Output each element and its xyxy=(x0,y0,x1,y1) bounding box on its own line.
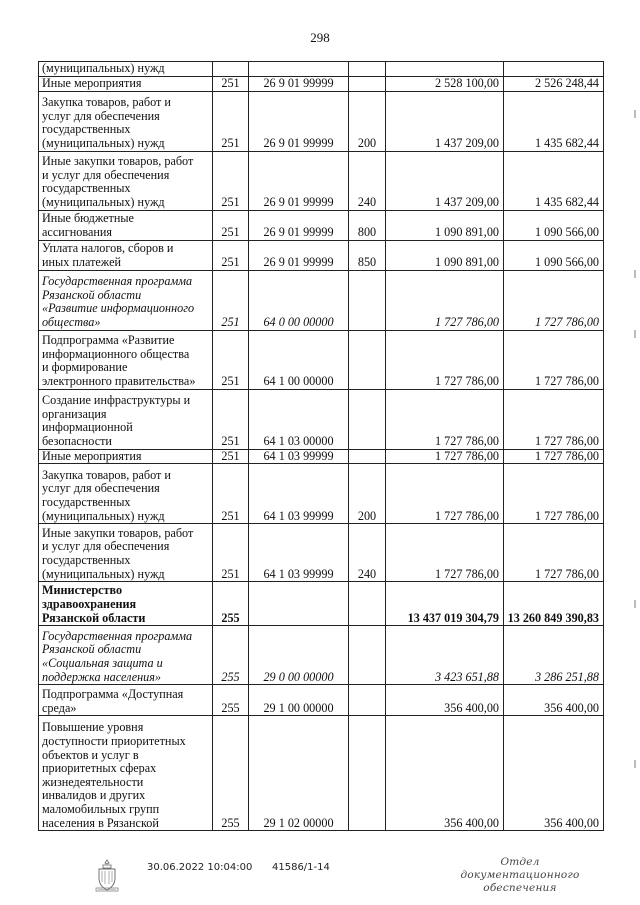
scan-edge-mark xyxy=(634,110,636,118)
table-row xyxy=(39,449,604,464)
table-row xyxy=(39,91,604,151)
cell-amount-planned: 13 437 019 304,79 xyxy=(386,582,504,626)
cell-target-article: 26 9 01 99999 xyxy=(249,210,349,240)
cell-amount-planned: 1 727 786,00 xyxy=(386,330,504,389)
cell-ministry-code: 251 xyxy=(213,464,249,524)
cell-expense-type: 850 xyxy=(349,240,386,270)
cell-expense-type: 200 xyxy=(349,91,386,151)
table-row xyxy=(39,76,604,91)
table-row xyxy=(39,240,604,270)
cell-amount-executed: 1 727 786,00 xyxy=(504,449,604,464)
stamp-line-1: Отдел документационного xyxy=(460,856,580,881)
table-row xyxy=(39,582,604,626)
cell-amount-planned: 1 727 786,00 xyxy=(386,389,504,449)
cell-amount-planned: 1 437 209,00 xyxy=(386,91,504,151)
cell-ministry-code: 251 xyxy=(213,449,249,464)
page-number: 298 xyxy=(310,30,330,45)
cell-name: Создание инфраструктуры и организация информационной безопасности xyxy=(39,389,213,449)
footer-date: 30.06.2022 10:04:00 xyxy=(147,862,253,873)
cell-name: Государственная программа Рязанской области «Социальная защита и поддержка населения» xyxy=(39,626,213,685)
cell-target-article: 26 9 01 99999 xyxy=(249,151,349,210)
cell-target-article: 64 1 00 00000 xyxy=(249,330,349,389)
cell-ministry-code: 251 xyxy=(213,240,249,270)
cell-amount-planned xyxy=(386,62,504,77)
cell-target-article: 64 1 03 99999 xyxy=(249,449,349,464)
table-row xyxy=(39,626,604,685)
table-row xyxy=(39,524,604,582)
cell-expense-type xyxy=(349,582,386,626)
cell-name: Иные бюджетные ассигнования xyxy=(39,210,213,240)
stamp-line-2: обеспечения xyxy=(483,882,557,894)
scan-edge-mark xyxy=(634,760,636,768)
scan-edge-mark xyxy=(634,330,636,338)
cell-amount-executed: 356 400,00 xyxy=(504,716,604,831)
cell-name: Министерство здравоохранения Рязанской области xyxy=(39,582,213,626)
cell-amount-planned: 1 727 786,00 xyxy=(386,270,504,330)
cell-target-article: 29 1 00 00000 xyxy=(249,685,349,716)
cell-amount-executed: 1 435 682,44 xyxy=(504,151,604,210)
cell-expense-type: 800 xyxy=(349,210,386,240)
budget-table-body xyxy=(39,62,604,831)
cell-expense-type xyxy=(349,76,386,91)
cell-target-article xyxy=(249,582,349,626)
cell-amount-executed: 2 526 248,44 xyxy=(504,76,604,91)
cell-expense-type xyxy=(349,716,386,831)
cell-amount-planned: 1 727 786,00 xyxy=(386,464,504,524)
cell-ministry-code: 251 xyxy=(213,91,249,151)
cell-expense-type: 240 xyxy=(349,524,386,582)
cell-name: Государственная программа Рязанской области «Развитие информационного общества» xyxy=(39,270,213,330)
cell-amount-planned: 356 400,00 xyxy=(386,685,504,716)
cell-target-article: 64 1 03 00000 xyxy=(249,389,349,449)
cell-ministry-code: 255 xyxy=(213,626,249,685)
cell-name: Иные закупки товаров, работ и услуг для обеспечения государственных (муниципальных) нужд xyxy=(39,524,213,582)
cell-amount-planned: 1 437 209,00 xyxy=(386,151,504,210)
footer-registration-number: 41586/1-14 xyxy=(272,862,330,873)
cell-name: (муниципальных) нужд xyxy=(39,62,213,77)
cell-name: Иные мероприятия xyxy=(39,449,213,464)
table-row xyxy=(39,716,604,831)
table-row xyxy=(39,464,604,524)
table-row xyxy=(39,62,604,77)
cell-amount-executed: 1 727 786,00 xyxy=(504,524,604,582)
cell-name: Закупка товаров, работ и услуг для обеспечения государственных (муниципальных) нужд xyxy=(39,91,213,151)
cell-ministry-code: 255 xyxy=(213,582,249,626)
cell-amount-planned: 3 423 651,88 xyxy=(386,626,504,685)
cell-expense-type xyxy=(349,626,386,685)
cell-target-article: 64 0 00 00000 xyxy=(249,270,349,330)
cell-expense-type: 200 xyxy=(349,464,386,524)
cell-amount-planned: 1 727 786,00 xyxy=(386,449,504,464)
cell-amount-executed: 356 400,00 xyxy=(504,685,604,716)
cell-ministry-code: 251 xyxy=(213,210,249,240)
cell-target-article: 64 1 03 99999 xyxy=(249,524,349,582)
scan-edge-mark xyxy=(634,270,636,278)
table-row xyxy=(39,389,604,449)
cell-ministry-code xyxy=(213,62,249,77)
department-stamp xyxy=(440,856,600,895)
cell-target-article: 64 1 03 99999 xyxy=(249,464,349,524)
table-row xyxy=(39,151,604,210)
cell-ministry-code: 251 xyxy=(213,76,249,91)
cell-name: Подпрограмма «Развитие информационного общества и формирование электронного правительства» xyxy=(39,330,213,389)
cell-expense-type xyxy=(349,270,386,330)
cell-target-article xyxy=(249,62,349,77)
cell-name: Иные мероприятия xyxy=(39,76,213,91)
cell-amount-executed: 1 090 566,00 xyxy=(504,240,604,270)
cell-expense-type xyxy=(349,330,386,389)
cell-target-article: 29 1 02 00000 xyxy=(249,716,349,831)
cell-ministry-code: 251 xyxy=(213,524,249,582)
cell-amount-executed: 13 260 849 390,83 xyxy=(504,582,604,626)
cell-amount-planned: 1 727 786,00 xyxy=(386,524,504,582)
cell-amount-planned: 1 090 891,00 xyxy=(386,210,504,240)
scan-edge-mark xyxy=(634,600,636,608)
cell-ministry-code: 251 xyxy=(213,151,249,210)
cell-ministry-code: 251 xyxy=(213,389,249,449)
cell-target-article: 26 9 01 99999 xyxy=(249,76,349,91)
cell-amount-executed: 1 090 566,00 xyxy=(504,210,604,240)
cell-ministry-code: 255 xyxy=(213,685,249,716)
cell-name: Иные закупки товаров, работ и услуг для обеспечения государственных (муниципальных) нужд xyxy=(39,151,213,210)
table-row xyxy=(39,270,604,330)
table-row xyxy=(39,685,604,716)
cell-amount-executed xyxy=(504,62,604,77)
cell-expense-type: 240 xyxy=(349,151,386,210)
cell-amount-executed: 1 727 786,00 xyxy=(504,389,604,449)
table-row xyxy=(39,210,604,240)
cell-amount-executed: 1 727 786,00 xyxy=(504,270,604,330)
cell-expense-type xyxy=(349,685,386,716)
cell-target-article: 26 9 01 99999 xyxy=(249,240,349,270)
budget-table xyxy=(38,61,604,831)
cell-target-article: 29 0 00 00000 xyxy=(249,626,349,685)
document-footer xyxy=(0,858,640,898)
cell-amount-executed: 1 435 682,44 xyxy=(504,91,604,151)
cell-name: Закупка товаров, работ и услуг для обеспечения государственных (муниципальных) нужд xyxy=(39,464,213,524)
cell-expense-type xyxy=(349,62,386,77)
cell-amount-planned: 356 400,00 xyxy=(386,716,504,831)
cell-amount-planned: 2 528 100,00 xyxy=(386,76,504,91)
cell-amount-planned: 1 090 891,00 xyxy=(386,240,504,270)
cell-expense-type xyxy=(349,389,386,449)
cell-ministry-code: 255 xyxy=(213,716,249,831)
cell-target-article: 26 9 01 99999 xyxy=(249,91,349,151)
coat-of-arms-icon xyxy=(94,858,120,892)
cell-amount-executed: 1 727 786,00 xyxy=(504,464,604,524)
cell-amount-executed: 3 286 251,88 xyxy=(504,626,604,685)
cell-amount-executed: 1 727 786,00 xyxy=(504,330,604,389)
cell-ministry-code: 251 xyxy=(213,330,249,389)
table-row xyxy=(39,330,604,389)
cell-expense-type xyxy=(349,449,386,464)
cell-name: Подпрограмма «Доступная среда» xyxy=(39,685,213,716)
cell-name: Уплата налогов, сборов и иных платежей xyxy=(39,240,213,270)
cell-ministry-code: 251 xyxy=(213,270,249,330)
cell-name: Повышение уровня доступности приоритетных объектов и услуг в приоритетных сферах жизнедеятельности инвалидов и других маломобильных групп населения в Рязанской xyxy=(39,716,213,831)
